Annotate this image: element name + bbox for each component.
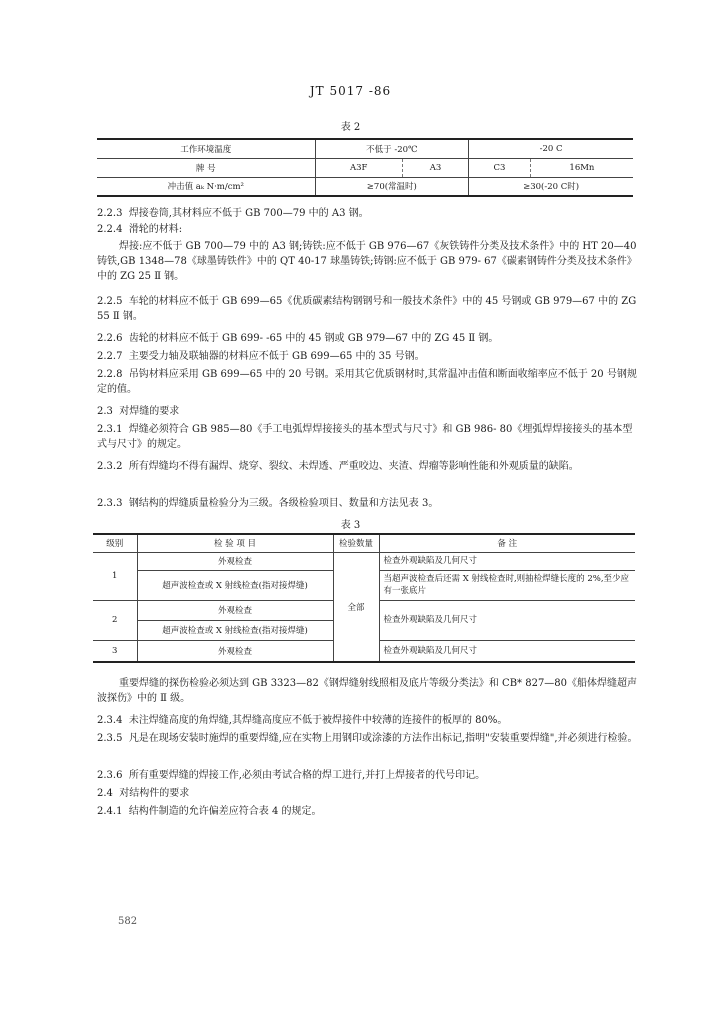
table3-header-grade: 级别 xyxy=(106,539,124,550)
table-3 xyxy=(93,533,635,663)
clause-2-2-7: 2.2.7 主要受力轴及联轴器的材料应不低于 GB 699—65 中的 35 号钢。 xyxy=(97,351,425,362)
table2-grade-c3: C3 xyxy=(469,158,531,177)
table2-impact-label: 冲击值 aₖ N·m/cm² xyxy=(97,177,315,196)
clause-2-4-1: 2.4.1 结构件制造的允许偏差应符合表 4 的规定。 xyxy=(97,806,322,817)
clause-2-2-5: 2.2.5 车轮的材料应不低于 GB 699—65《优质碳素结构钢钢号和一般技术条件》中的 45 号钢或 GB 979—67 中的 ZG 55 Ⅱ 钢。 xyxy=(97,296,637,322)
table3-remark-3: 检查外观缺陷及几何尺寸 xyxy=(379,600,635,640)
table-2 xyxy=(97,138,633,197)
table2-env-minus20: -20 C xyxy=(469,139,633,158)
clause-2-3-6: 2.3.6 所有重要焊缝的焊接工作,必须由考试合格的焊工进行,并打上焊接者的代号印记。 xyxy=(97,770,486,781)
table2-grade-a3f: A3F xyxy=(315,158,402,177)
table3-remark-1: 检查外观缺陷及几何尺寸 xyxy=(379,552,635,570)
table3-caption: 表 3 xyxy=(340,520,361,531)
table3-item-ut-2: 超声波检查或 X 射线检查(指对接焊缝) xyxy=(137,620,333,640)
table3-remark-2: 当超声波检查后还需 X 射线检查时,则抽检焊缝长度的 2%,至少应有一张底片 xyxy=(379,570,635,600)
clause-2-3-4: 2.3.4 未注焊缝高度的角焊缝,其焊缝高度应不低于被焊接件中较薄的连接件的板厚的 80%。 xyxy=(97,715,508,726)
clause-2-3-2: 2.3.2 所有焊缝均不得有漏焊、烧穿、裂纹、未焊透、严重咬边、夹渣、焊瘤等影响性能和外观质量的缺陷。 xyxy=(97,461,579,472)
table2-grade-16mn: 16Mn xyxy=(530,158,633,177)
table2-grade-label: 牌 号 xyxy=(97,158,315,177)
table3-item-visual-3: 外观检查 xyxy=(137,640,333,662)
page-number: 582 xyxy=(118,916,138,927)
clause-2-3-3: 2.3.3 钢结构的焊缝质量检验分为三级。各级检验项目、数量和方法见表 3。 xyxy=(97,498,439,509)
section-2-4: 2.4 对结构件的要求 xyxy=(97,788,190,799)
clause-2-3-5: 2.3.5 凡是在现场安装时施焊的重要焊缝,应在实物上用钢印或涂漆的方法作出标记,指明"安装重要焊缝",并必须进行检验。 xyxy=(97,733,638,744)
table2-impact-normal: ≥70(常温时) xyxy=(315,177,469,196)
clause-2-2-4: 2.2.4 滑轮的材料: xyxy=(97,224,183,235)
table3-header-remark: 备 注 xyxy=(379,534,635,552)
clause-pulley-materials: 焊接:应不低于 GB 700—79 中的 A3 钢;铸铁:应不低于 GB 976—67《灰铁铸件分类及技术条件》中的 HT 20—40 铸铁,GB 1348—78《球墨铸铁件》中的 QT 40-17 球墨铸铁;铸钢:应不低于 GB 979- 67《碳素钢铸件分类及技术条件》中的 ZG 25 Ⅱ 钢。 xyxy=(97,241,637,282)
table3-item-visual-2: 外观检查 xyxy=(137,600,333,620)
clause-2-2-6: 2.2.6 齿轮的材料应不低于 GB 699- -65 中的 45 钢或 GB 979—67 中的 ZG 45 Ⅱ 钢。 xyxy=(97,333,499,344)
table2-grade-a3: A3 xyxy=(402,158,468,177)
table3-grade-3: 3 xyxy=(93,640,137,662)
clause-2-3-1: 2.3.1 焊缝必须符合 GB 985—80《手工电弧焊焊接接头的基本型式与尺寸》和 GB 986- 80《埋弧焊焊接接头的基本型式与尺寸》的规定。 xyxy=(97,424,633,450)
table3-grade-2: 2 xyxy=(93,600,137,640)
table2-impact-cold: ≥30(-20 C时) xyxy=(469,177,633,196)
clause-2-2-8: 2.2.8 吊钩材料应采用 GB 699—65 中的 20 号钢。采用其它优质钢材时,其常温冲击值和断面收缩率应不低于 20 号钢规定的值。 xyxy=(97,369,637,395)
table3-header-qty: 检验数量 xyxy=(333,534,379,552)
clause-inspection-grade: 重要焊缝的探伤检验必须达到 GB 3323—82《钢焊缝射线照相及底片等级分类法》和 CB* 827—80《船体焊缝超声波探伤》中的 Ⅱ 级。 xyxy=(97,678,638,704)
table3-qty-all: 全部 xyxy=(333,552,379,662)
table2-env-not-below: 不低于 -20℃ xyxy=(315,139,469,158)
table3-grade-1: 1 xyxy=(93,552,137,600)
table3-item-visual-1: 外观检查 xyxy=(137,552,333,570)
table2-caption: 表 2 xyxy=(340,122,361,133)
section-2-3: 2.3 对焊缝的要求 xyxy=(97,406,180,417)
document-code: JT 5017 -86 xyxy=(309,84,392,98)
clause-2-2-3: 2.2.3 焊接卷筒,其材料应不低于 GB 700—79 中的 A3 钢。 xyxy=(97,208,369,219)
table3-header-item: 检 验 项 目 xyxy=(137,534,333,552)
table2-env-label: 工作环境温度 xyxy=(180,144,232,155)
table3-item-ut-1: 超声波检查或 X 射线检查(指对接焊缝) xyxy=(137,570,333,600)
table3-remark-4: 检查外观缺陷及几何尺寸 xyxy=(379,640,635,662)
